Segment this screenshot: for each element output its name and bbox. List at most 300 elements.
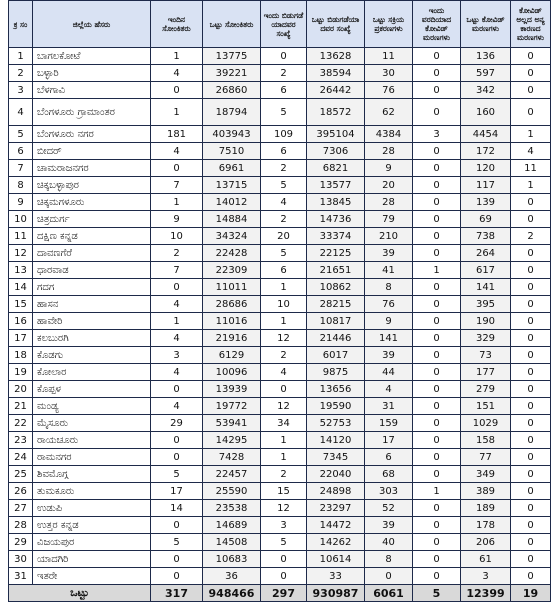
- cell-district: ಚಿಕ್ಕಮಗಳೂರು: [33, 194, 151, 211]
- cell-total-discharged: 21446: [307, 330, 365, 347]
- cell-today-discharged: 6: [261, 143, 307, 160]
- cell-sl: 19: [9, 364, 33, 381]
- table-row: [9, 279, 551, 296]
- cell-total-discharged: 33374: [307, 228, 365, 245]
- cell-total-positive: 13715: [203, 177, 261, 194]
- cell-total-discharged: 28215: [307, 296, 365, 313]
- cell-today-deaths: 0: [413, 48, 461, 65]
- cell-today-discharged: 5: [261, 245, 307, 262]
- cell-today-positive: 4: [151, 296, 203, 313]
- cell-active: 41: [365, 262, 413, 279]
- cell-total-deaths: 141: [461, 279, 511, 296]
- cell-today-positive: 3: [151, 347, 203, 364]
- total-active: 6061: [365, 585, 413, 602]
- cell-other-deaths: 0: [511, 262, 551, 279]
- cell-other-deaths: 0: [511, 347, 551, 364]
- cell-total-deaths: 264: [461, 245, 511, 262]
- cell-sl: 1: [9, 48, 33, 65]
- cell-today-deaths: 0: [413, 449, 461, 466]
- cell-active: 8: [365, 551, 413, 568]
- header-sl: ಕ್ರ ಸಂ: [9, 1, 33, 48]
- cell-today-deaths: 0: [413, 279, 461, 296]
- cell-district: ರಾಯಚೂರು: [33, 432, 151, 449]
- cell-today-discharged: 4: [261, 194, 307, 211]
- cell-other-deaths: 0: [511, 398, 551, 415]
- cell-district: ಇತರೇ: [33, 568, 151, 585]
- cell-total-positive: 28686: [203, 296, 261, 313]
- cell-total-deaths: 189: [461, 500, 511, 517]
- cell-active: 40: [365, 534, 413, 551]
- cell-district: ಕೊಪ್ಪಳ: [33, 381, 151, 398]
- cell-today-positive: 0: [151, 82, 203, 99]
- cell-district: ಉತ್ತರ ಕನ್ನಡ: [33, 517, 151, 534]
- cell-today-positive: 4: [151, 398, 203, 415]
- total-total-deaths: 12399: [461, 585, 511, 602]
- cell-active: 30: [365, 65, 413, 82]
- cell-active: 39: [365, 245, 413, 262]
- cell-today-discharged: 4: [261, 364, 307, 381]
- cell-other-deaths: 0: [511, 82, 551, 99]
- cell-today-deaths: 0: [413, 551, 461, 568]
- cell-total-discharged: 13656: [307, 381, 365, 398]
- cell-total-deaths: 329: [461, 330, 511, 347]
- cell-active: 39: [365, 347, 413, 364]
- cell-total-positive: 13939: [203, 381, 261, 398]
- cell-sl: 8: [9, 177, 33, 194]
- cell-today-deaths: 0: [413, 228, 461, 245]
- cell-total-deaths: 160: [461, 99, 511, 126]
- cell-today-deaths: 0: [413, 398, 461, 415]
- cell-district: ಬೆಂಗಳೂರು ನಗರ: [33, 126, 151, 143]
- cell-total-discharged: 13577: [307, 177, 365, 194]
- cell-active: 76: [365, 296, 413, 313]
- cell-other-deaths: 0: [511, 449, 551, 466]
- cell-total-deaths: 190: [461, 313, 511, 330]
- cell-other-deaths: 11: [511, 160, 551, 177]
- cell-sl: 17: [9, 330, 33, 347]
- cell-today-discharged: 1: [261, 449, 307, 466]
- cell-total-discharged: 22040: [307, 466, 365, 483]
- cell-active: 9: [365, 313, 413, 330]
- cell-district: ಮೈಸೂರು: [33, 415, 151, 432]
- cell-today-positive: 0: [151, 449, 203, 466]
- table-row: [9, 99, 551, 126]
- cell-today-deaths: 0: [413, 381, 461, 398]
- cell-total-deaths: 597: [461, 65, 511, 82]
- cell-total-deaths: 738: [461, 228, 511, 245]
- header-today-positive: ಇಂದಿನ ಸೋಂಕಿತರು: [151, 1, 203, 48]
- cell-total-deaths: 389: [461, 483, 511, 500]
- cell-total-deaths: 151: [461, 398, 511, 415]
- cell-district: ತುಮಕೂರು: [33, 483, 151, 500]
- table-row: [9, 245, 551, 262]
- header-active: ಒಟ್ಟು ಸಕ್ರಿಯ ಪ್ರಕರಣಗಳು: [365, 1, 413, 48]
- cell-district: ದಾವಣಗೆರೆ: [33, 245, 151, 262]
- cell-today-discharged: 15: [261, 483, 307, 500]
- cell-today-positive: 0: [151, 432, 203, 449]
- cell-today-discharged: 1: [261, 279, 307, 296]
- cell-sl: 28: [9, 517, 33, 534]
- cell-sl: 12: [9, 245, 33, 262]
- cell-sl: 23: [9, 432, 33, 449]
- cell-district: ಬೀದರ್: [33, 143, 151, 160]
- cell-total-positive: 22309: [203, 262, 261, 279]
- cell-active: 9: [365, 160, 413, 177]
- cell-today-deaths: 0: [413, 99, 461, 126]
- table-body: [9, 48, 551, 585]
- cell-today-discharged: 2: [261, 65, 307, 82]
- cell-district: ಬೆಳಗಾವಿ: [33, 82, 151, 99]
- cell-total-discharged: 395104: [307, 126, 365, 143]
- cell-today-deaths: 0: [413, 65, 461, 82]
- cell-total-positive: 13775: [203, 48, 261, 65]
- table-row: [9, 313, 551, 330]
- cell-other-deaths: 0: [511, 415, 551, 432]
- cell-total-discharged: 22125: [307, 245, 365, 262]
- cell-today-positive: 9: [151, 211, 203, 228]
- cell-today-deaths: 0: [413, 534, 461, 551]
- cell-total-deaths: 178: [461, 517, 511, 534]
- cell-total-discharged: 33: [307, 568, 365, 585]
- cell-total-deaths: 617: [461, 262, 511, 279]
- cell-sl: 10: [9, 211, 33, 228]
- cell-total-positive: 7510: [203, 143, 261, 160]
- cell-today-deaths: 0: [413, 296, 461, 313]
- table-row: [9, 517, 551, 534]
- cell-sl: 27: [9, 500, 33, 517]
- cell-total-deaths: 139: [461, 194, 511, 211]
- cell-sl: 29: [9, 534, 33, 551]
- cell-total-discharged: 19590: [307, 398, 365, 415]
- cell-district: ವಿಜಯಪುರ: [33, 534, 151, 551]
- cell-active: 79: [365, 211, 413, 228]
- cell-total-positive: 22457: [203, 466, 261, 483]
- cell-sl: 13: [9, 262, 33, 279]
- cell-active: 31: [365, 398, 413, 415]
- cell-today-deaths: 0: [413, 143, 461, 160]
- cell-today-positive: 1: [151, 99, 203, 126]
- cell-total-positive: 14508: [203, 534, 261, 551]
- cell-total-deaths: 279: [461, 381, 511, 398]
- cell-total-discharged: 10817: [307, 313, 365, 330]
- cell-district: ಗದಗ: [33, 279, 151, 296]
- cell-today-positive: 5: [151, 466, 203, 483]
- cell-active: 4: [365, 381, 413, 398]
- cell-total-deaths: 1029: [461, 415, 511, 432]
- cell-today-positive: 0: [151, 568, 203, 585]
- table-row: [9, 381, 551, 398]
- cell-total-discharged: 26442: [307, 82, 365, 99]
- cell-district: ಕೋಲಾರ: [33, 364, 151, 381]
- cell-today-discharged: 3: [261, 517, 307, 534]
- cell-active: 8: [365, 279, 413, 296]
- cell-today-deaths: 0: [413, 245, 461, 262]
- cell-district: ಉಡುಪಿ: [33, 500, 151, 517]
- cell-total-positive: 14012: [203, 194, 261, 211]
- cell-sl: 22: [9, 415, 33, 432]
- cell-district: ಯಾದಗಿರಿ: [33, 551, 151, 568]
- cell-today-positive: 17: [151, 483, 203, 500]
- district-covid-table-sheet: [8, 0, 550, 602]
- cell-today-positive: 2: [151, 245, 203, 262]
- cell-today-positive: 4: [151, 330, 203, 347]
- cell-active: 141: [365, 330, 413, 347]
- cell-today-deaths: 0: [413, 82, 461, 99]
- table-row: [9, 432, 551, 449]
- cell-total-positive: 23538: [203, 500, 261, 517]
- cell-total-discharged: 6821: [307, 160, 365, 177]
- district-covid-table: [8, 0, 551, 602]
- cell-sl: 7: [9, 160, 33, 177]
- cell-total-deaths: 342: [461, 82, 511, 99]
- cell-today-positive: 14: [151, 500, 203, 517]
- cell-sl: 11: [9, 228, 33, 245]
- table-row: [9, 194, 551, 211]
- cell-other-deaths: 0: [511, 551, 551, 568]
- cell-active: 303: [365, 483, 413, 500]
- cell-sl: 3: [9, 82, 33, 99]
- cell-total-deaths: 4454: [461, 126, 511, 143]
- cell-today-discharged: 6: [261, 82, 307, 99]
- cell-today-positive: 0: [151, 517, 203, 534]
- cell-total-positive: 39221: [203, 65, 261, 82]
- cell-other-deaths: 0: [511, 65, 551, 82]
- table-row: [9, 65, 551, 82]
- cell-active: 159: [365, 415, 413, 432]
- cell-today-deaths: 0: [413, 568, 461, 585]
- cell-other-deaths: 0: [511, 534, 551, 551]
- cell-today-discharged: 0: [261, 568, 307, 585]
- cell-total-positive: 18794: [203, 99, 261, 126]
- cell-today-discharged: 0: [261, 381, 307, 398]
- table-row: [9, 483, 551, 500]
- cell-other-deaths: 4: [511, 143, 551, 160]
- table-row: [9, 211, 551, 228]
- cell-today-positive: 4: [151, 364, 203, 381]
- cell-district: ಧಾರವಾಡ: [33, 262, 151, 279]
- cell-other-deaths: 2: [511, 228, 551, 245]
- cell-sl: 2: [9, 65, 33, 82]
- cell-today-discharged: 12: [261, 330, 307, 347]
- cell-other-deaths: 0: [511, 364, 551, 381]
- cell-active: 210: [365, 228, 413, 245]
- total-today-deaths: 5: [413, 585, 461, 602]
- cell-total-positive: 14689: [203, 517, 261, 534]
- cell-active: 28: [365, 143, 413, 160]
- table-row: [9, 364, 551, 381]
- cell-today-deaths: 0: [413, 211, 461, 228]
- cell-today-discharged: 20: [261, 228, 307, 245]
- cell-today-deaths: 0: [413, 160, 461, 177]
- cell-other-deaths: 0: [511, 279, 551, 296]
- cell-today-positive: 0: [151, 279, 203, 296]
- cell-total-deaths: 69: [461, 211, 511, 228]
- cell-today-positive: 4: [151, 65, 203, 82]
- table-row: [9, 177, 551, 194]
- cell-other-deaths: 0: [511, 313, 551, 330]
- cell-district: ಶಿವಮೊಗ್ಗ: [33, 466, 151, 483]
- cell-total-deaths: 77: [461, 449, 511, 466]
- cell-today-discharged: 2: [261, 211, 307, 228]
- table-row: [9, 228, 551, 245]
- cell-district: ಹಾವೇರಿ: [33, 313, 151, 330]
- cell-total-positive: 7428: [203, 449, 261, 466]
- cell-today-deaths: 0: [413, 466, 461, 483]
- table-row: [9, 160, 551, 177]
- total-other-deaths: 19: [511, 585, 551, 602]
- table-row: [9, 48, 551, 65]
- cell-today-positive: 0: [151, 551, 203, 568]
- cell-total-positive: 11011: [203, 279, 261, 296]
- cell-total-positive: 10683: [203, 551, 261, 568]
- cell-total-discharged: 52753: [307, 415, 365, 432]
- cell-total-discharged: 14262: [307, 534, 365, 551]
- cell-district: ಚಿಕ್ಕಬಳ್ಳಾಪುರ: [33, 177, 151, 194]
- cell-sl: 18: [9, 347, 33, 364]
- cell-active: 4384: [365, 126, 413, 143]
- cell-other-deaths: 0: [511, 211, 551, 228]
- cell-total-positive: 14884: [203, 211, 261, 228]
- cell-total-deaths: 61: [461, 551, 511, 568]
- total-label: ಒಟ್ಟು: [9, 585, 151, 602]
- cell-other-deaths: 0: [511, 466, 551, 483]
- cell-today-discharged: 2: [261, 347, 307, 364]
- table-row: [9, 330, 551, 347]
- cell-total-discharged: 7345: [307, 449, 365, 466]
- cell-today-discharged: 34: [261, 415, 307, 432]
- cell-total-deaths: 349: [461, 466, 511, 483]
- table-row: [9, 449, 551, 466]
- cell-today-discharged: 0: [261, 48, 307, 65]
- cell-total-discharged: 38594: [307, 65, 365, 82]
- cell-district: ಹಾಸನ: [33, 296, 151, 313]
- cell-today-positive: 10: [151, 228, 203, 245]
- cell-sl: 16: [9, 313, 33, 330]
- cell-total-positive: 11016: [203, 313, 261, 330]
- cell-sl: 20: [9, 381, 33, 398]
- cell-total-positive: 19772: [203, 398, 261, 415]
- cell-active: 44: [365, 364, 413, 381]
- cell-total-deaths: 120: [461, 160, 511, 177]
- cell-other-deaths: 0: [511, 483, 551, 500]
- cell-district: ಬೆಂಗಳೂರು ಗ್ರಾಮಾಂತರ: [33, 99, 151, 126]
- cell-sl: 21: [9, 398, 33, 415]
- cell-active: 39: [365, 517, 413, 534]
- cell-district: ರಾಮನಗರ: [33, 449, 151, 466]
- cell-sl: 5: [9, 126, 33, 143]
- cell-today-positive: 1: [151, 48, 203, 65]
- cell-total-deaths: 136: [461, 48, 511, 65]
- cell-today-positive: 7: [151, 262, 203, 279]
- cell-today-discharged: 5: [261, 177, 307, 194]
- cell-district: ಬಾಗಲಕೋಟೆ: [33, 48, 151, 65]
- cell-today-deaths: 0: [413, 194, 461, 211]
- cell-sl: 6: [9, 143, 33, 160]
- cell-today-positive: 4: [151, 143, 203, 160]
- cell-district: ಮಂಡ್ಯ: [33, 398, 151, 415]
- cell-total-deaths: 3: [461, 568, 511, 585]
- cell-active: 17: [365, 432, 413, 449]
- cell-total-positive: 6961: [203, 160, 261, 177]
- total-row: [9, 585, 551, 602]
- cell-active: 68: [365, 466, 413, 483]
- table-row: [9, 296, 551, 313]
- cell-total-discharged: 24898: [307, 483, 365, 500]
- cell-total-discharged: 6017: [307, 347, 365, 364]
- cell-total-positive: 34324: [203, 228, 261, 245]
- cell-today-deaths: 0: [413, 364, 461, 381]
- cell-total-positive: 14295: [203, 432, 261, 449]
- cell-sl: 26: [9, 483, 33, 500]
- cell-total-discharged: 14472: [307, 517, 365, 534]
- cell-other-deaths: 0: [511, 296, 551, 313]
- cell-district: ಚಿತ್ರದುರ್ಗ: [33, 211, 151, 228]
- total-total-discharged: 930987: [307, 585, 365, 602]
- table-row: [9, 143, 551, 160]
- cell-today-discharged: 10: [261, 296, 307, 313]
- cell-total-positive: 53941: [203, 415, 261, 432]
- cell-total-discharged: 7306: [307, 143, 365, 160]
- cell-active: 28: [365, 194, 413, 211]
- cell-today-positive: 29: [151, 415, 203, 432]
- cell-other-deaths: 0: [511, 245, 551, 262]
- cell-total-positive: 6129: [203, 347, 261, 364]
- cell-total-discharged: 21651: [307, 262, 365, 279]
- cell-today-deaths: 0: [413, 313, 461, 330]
- cell-today-discharged: 12: [261, 398, 307, 415]
- cell-today-deaths: 3: [413, 126, 461, 143]
- cell-today-deaths: 0: [413, 432, 461, 449]
- cell-other-deaths: 0: [511, 517, 551, 534]
- cell-today-deaths: 0: [413, 347, 461, 364]
- cell-total-positive: 10096: [203, 364, 261, 381]
- cell-total-deaths: 172: [461, 143, 511, 160]
- cell-active: 76: [365, 82, 413, 99]
- cell-district: ಕೊಡಗು: [33, 347, 151, 364]
- cell-total-positive: 22428: [203, 245, 261, 262]
- cell-total-deaths: 73: [461, 347, 511, 364]
- cell-today-positive: 0: [151, 160, 203, 177]
- cell-active: 6: [365, 449, 413, 466]
- cell-sl: 9: [9, 194, 33, 211]
- cell-other-deaths: 0: [511, 99, 551, 126]
- cell-total-deaths: 158: [461, 432, 511, 449]
- total-today-positive: 317: [151, 585, 203, 602]
- table-row: [9, 262, 551, 279]
- cell-active: 62: [365, 99, 413, 126]
- table-header-row: [9, 1, 551, 48]
- table-row: [9, 398, 551, 415]
- cell-today-deaths: 0: [413, 500, 461, 517]
- cell-today-positive: 5: [151, 534, 203, 551]
- cell-today-positive: 1: [151, 194, 203, 211]
- cell-other-deaths: 0: [511, 48, 551, 65]
- cell-total-discharged: 23297: [307, 500, 365, 517]
- cell-today-discharged: 1: [261, 432, 307, 449]
- cell-today-deaths: 0: [413, 177, 461, 194]
- cell-today-discharged: 109: [261, 126, 307, 143]
- cell-total-deaths: 177: [461, 364, 511, 381]
- cell-total-discharged: 14120: [307, 432, 365, 449]
- cell-total-deaths: 206: [461, 534, 511, 551]
- cell-today-deaths: 0: [413, 330, 461, 347]
- cell-other-deaths: 0: [511, 568, 551, 585]
- total-total-positive: 948466: [203, 585, 261, 602]
- cell-today-discharged: 1: [261, 313, 307, 330]
- cell-other-deaths: 0: [511, 381, 551, 398]
- table-row: [9, 500, 551, 517]
- cell-total-discharged: 18572: [307, 99, 365, 126]
